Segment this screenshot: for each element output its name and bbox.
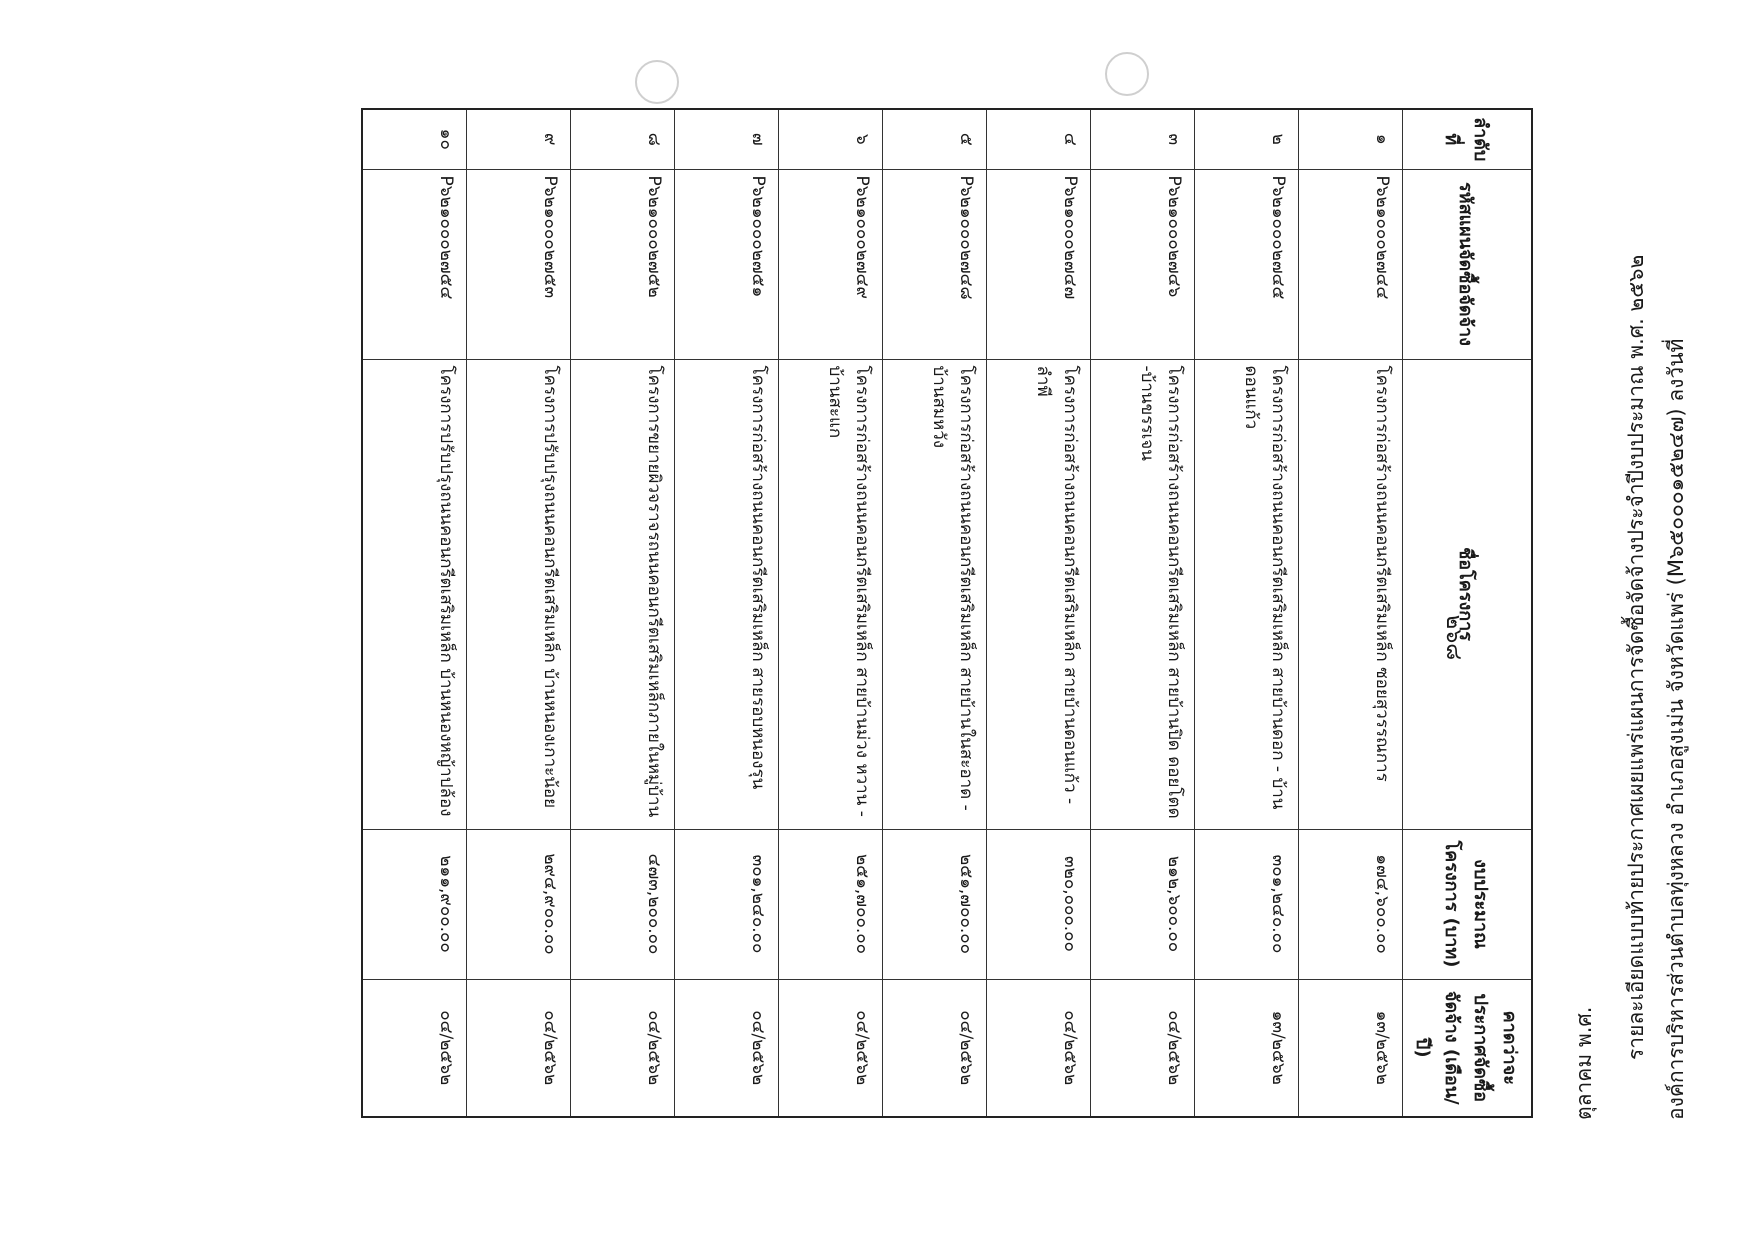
cell-no: ๖ <box>779 109 883 169</box>
header-date: คาดว่าจะประกาศจัดซื้อจัดจ้าง (เดือน/ปี) <box>1403 979 1533 1117</box>
header-name: ชื่อโครงการ <box>1403 359 1533 829</box>
table-row <box>1091 109 1195 1117</box>
cell-name: โครงการปรับปรุงถนนคอนกรีตเสริมเหล็ก บ้านหนองหญ้าปล้อง <box>363 359 467 829</box>
cell-budget: ๒๑๑,๙๐๐.๐๐ <box>363 829 467 979</box>
cell-name: โครงการก่อสร้างถนนคอนกรีตเสริมเหล็ก สายรอบหนองรุน <box>675 359 779 829</box>
cell-no: ๙ <box>467 109 571 169</box>
header-budget: งบประมาณโครงการ (บาท) <box>1403 829 1533 979</box>
punch-hole-mark <box>1105 52 1149 96</box>
cell-code: P๖๒๑๐๐๐๒๗๔๔ <box>1299 169 1403 359</box>
header-no: ลำดับที่ <box>1403 109 1533 169</box>
cell-date: ๐๔/๒๕๖๒ <box>675 979 779 1117</box>
cell-code: P๖๒๑๐๐๐๒๗๕๑ <box>675 169 779 359</box>
cell-name: โครงการขยายผิวจราจรถนนคอนกรีตเสริมเหล็กภายในหมู่บ้าน <box>571 359 675 829</box>
cell-budget: ๓๐๑,๒๔๐.๐๐ <box>1195 829 1299 979</box>
cell-date: ๐๔/๒๕๖๒ <box>779 979 883 1117</box>
cell-date: ๐๔/๒๕๖๒ <box>363 979 467 1117</box>
cell-code: P๖๒๑๐๐๐๒๗๕๔ <box>363 169 467 359</box>
cell-budget: ๓๒๐,๐๐๐.๐๐ <box>987 829 1091 979</box>
cell-no: ๓ <box>1091 109 1195 169</box>
plan-table-container <box>383 108 1533 1116</box>
cell-code: P๖๒๑๐๐๐๒๗๔๙ <box>779 169 883 359</box>
punch-hole-mark <box>635 60 679 104</box>
cell-name: โครงการก่อสร้างถนนคอนกรีตเสริมเหล็ก สายบ้านปิด ดอยโตด -บ้านขรรเจน <box>1091 359 1195 829</box>
table-row <box>1195 109 1299 1117</box>
table-row <box>779 109 883 1117</box>
table-row <box>675 109 779 1117</box>
cell-name: โครงการก่อสร้างถนนคอนกรีตเสริมเหล็ก ซอยสุวรรณการ <box>1299 359 1403 829</box>
cell-date: ๐๔/๒๕๖๒ <box>571 979 675 1117</box>
cell-date: ๐๔/๒๕๖๒ <box>987 979 1091 1117</box>
cell-no: ๗ <box>675 109 779 169</box>
cell-code: P๖๒๑๐๐๐๒๗๔๖ <box>1091 169 1195 359</box>
cell-name: โครงการก่อสร้างถนนคอนกรีตเสริมเหล็ก สายบ้านดอก - บ้านดอนแก้ว <box>1195 359 1299 829</box>
cell-date: ๐๔/๒๕๖๒ <box>1091 979 1195 1117</box>
header-date: ตุลาคม พ.ศ. <box>1572 1006 1596 1120</box>
table-row <box>1299 109 1403 1117</box>
cell-budget: ๒๕๑,๗๐๐.๐๐ <box>779 829 883 979</box>
cell-code: P๖๒๑๐๐๐๒๗๕๓ <box>467 169 571 359</box>
table-row <box>363 109 467 1117</box>
cell-no: ๑๐ <box>363 109 467 169</box>
page-number: ๒๖๘ <box>1441 614 1467 661</box>
cell-budget: ๓๐๑,๒๔๐.๐๐ <box>675 829 779 979</box>
cell-name: โครงการก่อสร้างถนนคอนกรีตเสริมเหล็ก สายบ้านม่วง หวาน - บ้านสะแก <box>779 359 883 829</box>
cell-date: ๑๓/๒๕๖๒ <box>1195 979 1299 1117</box>
cell-date: ๑๓/๒๕๖๒ <box>1299 979 1403 1117</box>
header-subtitle: องค์การบริหารส่วนตำบลทุ่งหลวง อำเภอสูงเม่น จังหวัดแพร่ (M๖๕๐๐๐๑๕๒๔๗) ลงวันที่ <box>1664 338 1688 1120</box>
cell-budget: ๔๗๓,๒๐๐.๐๐ <box>571 829 675 979</box>
cell-code: P๖๒๑๐๐๐๒๗๕๒ <box>571 169 675 359</box>
header-code: รหัสแผนจัดซื้อจัดจ้าง <box>1403 169 1533 359</box>
cell-name: โครงการปรับปรุงถนนคอนกรีตเสริมเหล็ก บ้านหนองเกาะน้อย <box>467 359 571 829</box>
cell-budget: ๒๑๒,๖๐๐.๐๐ <box>1091 829 1195 979</box>
header-block <box>1560 100 1690 1120</box>
cell-code: P๖๒๑๐๐๐๒๗๔๘ <box>883 169 987 359</box>
cell-no: ๒ <box>1195 109 1299 169</box>
table-row <box>987 109 1091 1117</box>
cell-date: ๐๔/๒๕๖๒ <box>883 979 987 1117</box>
table-header-row <box>1403 109 1533 1117</box>
cell-no: ๘ <box>571 109 675 169</box>
plan-table <box>362 108 1534 1118</box>
cell-no: ๕ <box>883 109 987 169</box>
table-row <box>571 109 675 1117</box>
cell-no: ๔ <box>987 109 1091 169</box>
cell-date: ๐๔/๒๕๖๒ <box>467 979 571 1117</box>
table-row <box>467 109 571 1117</box>
cell-code: P๖๒๑๐๐๐๒๗๔๕ <box>1195 169 1299 359</box>
cell-name: โครงการก่อสร้างถนนคอนกรีตเสริมเหล็ก สายบ้านในสะอาด - บ้านสมหวัง <box>883 359 987 829</box>
cell-name: โครงการก่อสร้างถนนคอนกรีตเสริมเหล็ก สายบ้านดอนแก้ว - ลำพี <box>987 359 1091 829</box>
table-row <box>883 109 987 1117</box>
cell-budget: ๒๙๔,๙๐๐.๐๐ <box>467 829 571 979</box>
cell-budget: ๒๕๑,๗๐๐.๐๐ <box>883 829 987 979</box>
cell-budget: ๑๗๔,๖๐๐.๐๐ <box>1299 829 1403 979</box>
cell-no: ๑ <box>1299 109 1403 169</box>
header-title: รายละเอียดแบบท้ายประกาศเผยแพร่แผนการจัดซื้อจัดจ้างประจำปีงบประมาณ พ.ศ. ๒๕๖๒ <box>1624 254 1648 1060</box>
cell-code: P๖๒๑๐๐๐๒๗๔๗ <box>987 169 1091 359</box>
